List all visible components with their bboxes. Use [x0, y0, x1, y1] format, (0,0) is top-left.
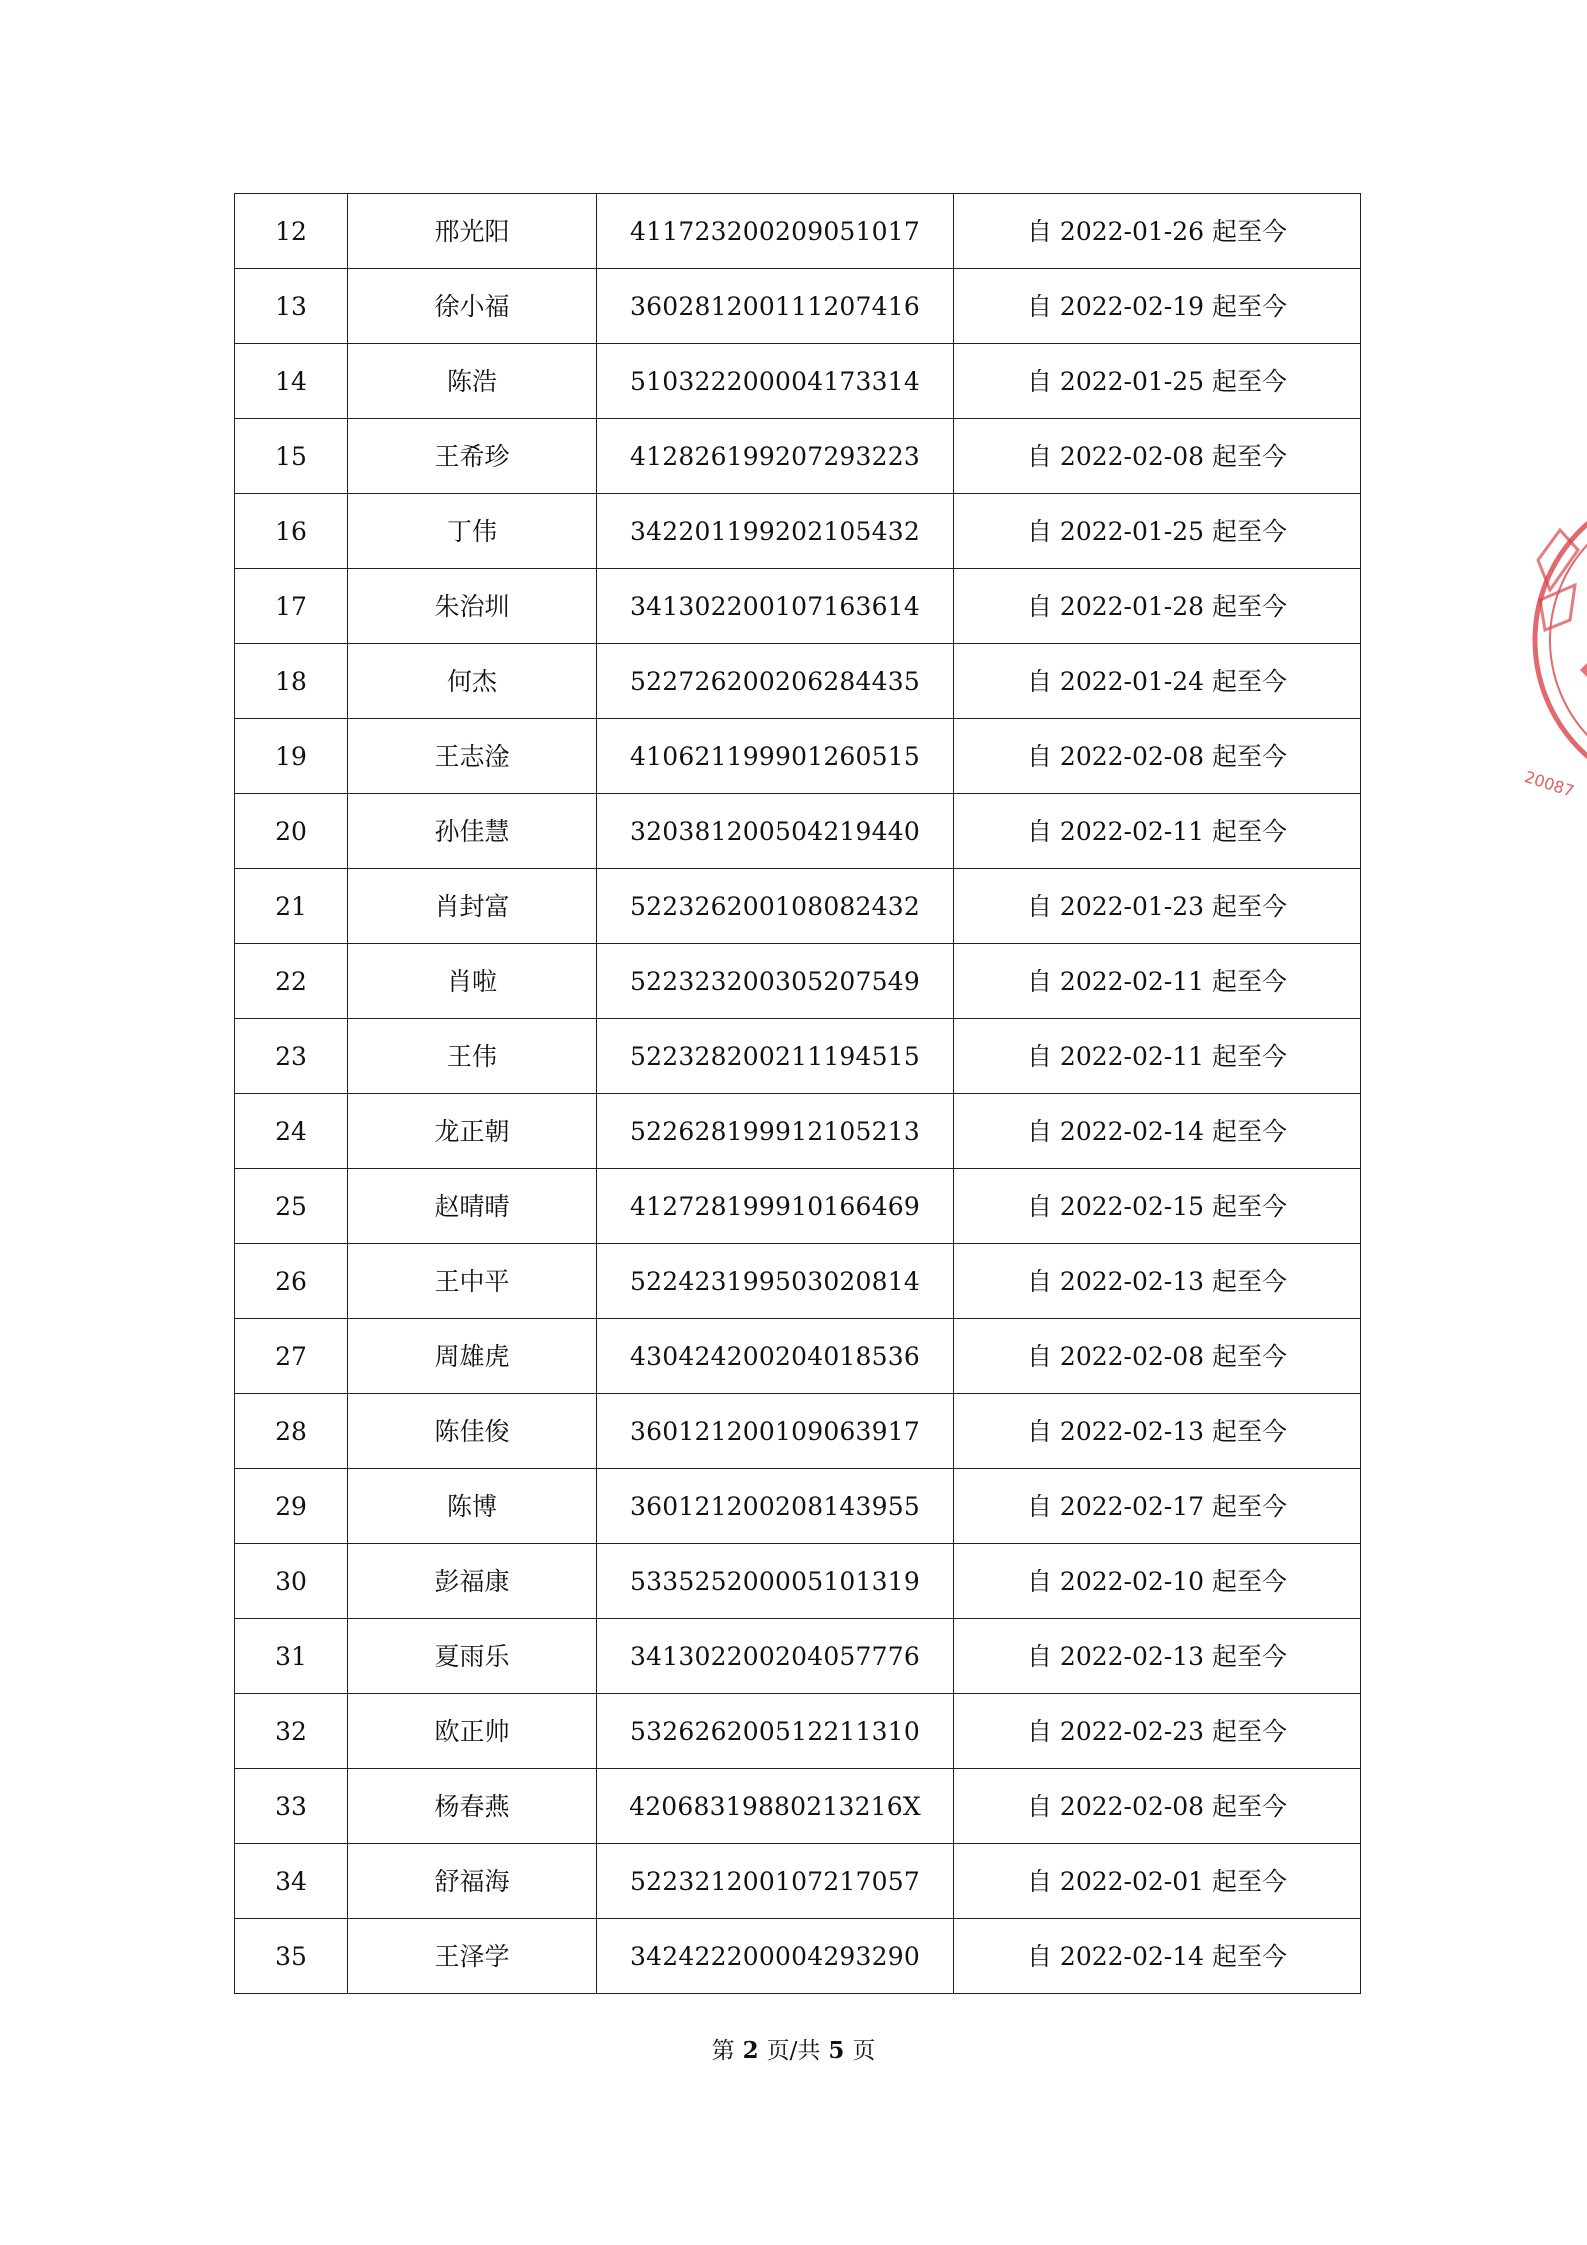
id-number-cell: 522628199912105213: [597, 1094, 954, 1169]
row-number-cell: 32: [235, 1694, 348, 1769]
row-number-cell: 29: [235, 1469, 348, 1544]
period-cell: 自 2022-01-25 起至今: [954, 494, 1361, 569]
personnel-table: [234, 193, 1361, 1994]
table-row: [235, 494, 1361, 569]
name-cell: 赵晴晴: [348, 1169, 597, 1244]
id-number-cell: 42068319880213216X: [597, 1769, 954, 1844]
table-row: [235, 1244, 1361, 1319]
id-number-cell: 342201199202105432: [597, 494, 954, 569]
table-row: [235, 719, 1361, 794]
table-row: [235, 1919, 1361, 1994]
period-cell: 自 2022-02-17 起至今: [954, 1469, 1361, 1544]
id-number-cell: 412826199207293223: [597, 419, 954, 494]
period-cell: 自 2022-02-19 起至今: [954, 269, 1361, 344]
table-row: [235, 1769, 1361, 1844]
table-row: [235, 869, 1361, 944]
name-cell: 徐小福: [348, 269, 597, 344]
table-row: [235, 1394, 1361, 1469]
row-number-cell: 25: [235, 1169, 348, 1244]
table-row: [235, 944, 1361, 1019]
name-cell: 夏雨乐: [348, 1619, 597, 1694]
id-number-cell: 341302200204057776: [597, 1619, 954, 1694]
row-number-cell: 16: [235, 494, 348, 569]
id-number-cell: 360121200208143955: [597, 1469, 954, 1544]
id-number-cell: 533525200005101319: [597, 1544, 954, 1619]
row-number-cell: 35: [235, 1919, 348, 1994]
official-seal-stamp: [1520, 490, 1587, 830]
seal-graphic: [1520, 490, 1587, 830]
name-cell: 朱治圳: [348, 569, 597, 644]
name-cell: 陈佳俊: [348, 1394, 597, 1469]
table-row: [235, 1844, 1361, 1919]
row-number-cell: 17: [235, 569, 348, 644]
id-number-cell: 342422200004293290: [597, 1919, 954, 1994]
id-number-cell: 360281200111207416: [597, 269, 954, 344]
period-cell: 自 2022-02-01 起至今: [954, 1844, 1361, 1919]
name-cell: 舒福海: [348, 1844, 597, 1919]
row-number-cell: 31: [235, 1619, 348, 1694]
id-number-cell: 522423199503020814: [597, 1244, 954, 1319]
id-number-cell: 410621199901260515: [597, 719, 954, 794]
name-cell: 肖啦: [348, 944, 597, 1019]
id-number-cell: 411723200209051017: [597, 194, 954, 269]
id-number-cell: 360121200109063917: [597, 1394, 954, 1469]
table-row: [235, 1544, 1361, 1619]
name-cell: 孙佳慧: [348, 794, 597, 869]
name-cell: 周雄虎: [348, 1319, 597, 1394]
period-cell: 自 2022-01-28 起至今: [954, 569, 1361, 644]
id-number-cell: 522326200108082432: [597, 869, 954, 944]
period-cell: 自 2022-01-26 起至今: [954, 194, 1361, 269]
footer-total-pages: 5: [828, 2037, 845, 2064]
row-number-cell: 21: [235, 869, 348, 944]
row-number-cell: 24: [235, 1094, 348, 1169]
name-cell: 王志淦: [348, 719, 597, 794]
table-row: [235, 1469, 1361, 1544]
row-number-cell: 19: [235, 719, 348, 794]
id-number-cell: 341302200107163614: [597, 569, 954, 644]
row-number-cell: 20: [235, 794, 348, 869]
row-number-cell: 28: [235, 1394, 348, 1469]
id-number-cell: 522321200107217057: [597, 1844, 954, 1919]
period-cell: 自 2022-02-08 起至今: [954, 419, 1361, 494]
table-row: [235, 1619, 1361, 1694]
id-number-cell: 412728199910166469: [597, 1169, 954, 1244]
name-cell: 彭福康: [348, 1544, 597, 1619]
period-cell: 自 2022-02-13 起至今: [954, 1394, 1361, 1469]
seal-number-text: 20087: [1522, 767, 1577, 801]
period-cell: 自 2022-02-08 起至今: [954, 1319, 1361, 1394]
name-cell: 陈博: [348, 1469, 597, 1544]
period-cell: 自 2022-02-08 起至今: [954, 1769, 1361, 1844]
footer-prefix: 第: [711, 2038, 735, 2064]
table-row: [235, 1694, 1361, 1769]
table-row: [235, 794, 1361, 869]
row-number-cell: 12: [235, 194, 348, 269]
name-cell: 王中平: [348, 1244, 597, 1319]
period-cell: 自 2022-01-24 起至今: [954, 644, 1361, 719]
table-row: [235, 1169, 1361, 1244]
period-cell: 自 2022-01-25 起至今: [954, 344, 1361, 419]
period-cell: 自 2022-02-13 起至今: [954, 1619, 1361, 1694]
row-number-cell: 34: [235, 1844, 348, 1919]
row-number-cell: 13: [235, 269, 348, 344]
period-cell: 自 2022-02-14 起至今: [954, 1094, 1361, 1169]
table-row: [235, 1019, 1361, 1094]
id-number-cell: 532626200512211310: [597, 1694, 954, 1769]
row-number-cell: 33: [235, 1769, 348, 1844]
id-number-cell: 510322200004173314: [597, 344, 954, 419]
name-cell: 丁伟: [348, 494, 597, 569]
id-number-cell: 522726200206284435: [597, 644, 954, 719]
id-number-cell: 522323200305207549: [597, 944, 954, 1019]
period-cell: 自 2022-02-15 起至今: [954, 1169, 1361, 1244]
row-number-cell: 30: [235, 1544, 348, 1619]
name-cell: 肖封富: [348, 869, 597, 944]
row-number-cell: 27: [235, 1319, 348, 1394]
period-cell: 自 2022-02-11 起至今: [954, 1019, 1361, 1094]
row-number-cell: 15: [235, 419, 348, 494]
table-row: [235, 644, 1361, 719]
id-number-cell: 320381200504219440: [597, 794, 954, 869]
name-cell: 王伟: [348, 1019, 597, 1094]
name-cell: 何杰: [348, 644, 597, 719]
personnel-table-body: [235, 194, 1361, 1994]
name-cell: 王泽学: [348, 1919, 597, 1994]
row-number-cell: 23: [235, 1019, 348, 1094]
table-row: [235, 419, 1361, 494]
period-cell: 自 2022-02-23 起至今: [954, 1694, 1361, 1769]
table-row: [235, 1319, 1361, 1394]
period-cell: 自 2022-02-13 起至今: [954, 1244, 1361, 1319]
table-row: [235, 344, 1361, 419]
table-row: [235, 1094, 1361, 1169]
period-cell: 自 2022-02-08 起至今: [954, 719, 1361, 794]
table-row: [235, 569, 1361, 644]
name-cell: 杨春燕: [348, 1769, 597, 1844]
name-cell: 王希珍: [348, 419, 597, 494]
name-cell: 陈浩: [348, 344, 597, 419]
table-row: [235, 194, 1361, 269]
id-number-cell: 522328200211194515: [597, 1019, 954, 1094]
row-number-cell: 14: [235, 344, 348, 419]
period-cell: 自 2022-02-10 起至今: [954, 1544, 1361, 1619]
row-number-cell: 26: [235, 1244, 348, 1319]
row-number-cell: 18: [235, 644, 348, 719]
period-cell: 自 2022-01-23 起至今: [954, 869, 1361, 944]
footer-current-page: 2: [742, 2037, 759, 2064]
footer-suffix: 页: [852, 2038, 876, 2064]
name-cell: 欧正帅: [348, 1694, 597, 1769]
name-cell: 龙正朝: [348, 1094, 597, 1169]
period-cell: 自 2022-02-14 起至今: [954, 1919, 1361, 1994]
row-number-cell: 22: [235, 944, 348, 1019]
period-cell: 自 2022-02-11 起至今: [954, 794, 1361, 869]
name-cell: 邢光阳: [348, 194, 597, 269]
period-cell: 自 2022-02-11 起至今: [954, 944, 1361, 1019]
footer-middle: 页/共: [766, 2038, 821, 2064]
id-number-cell: 430424200204018536: [597, 1319, 954, 1394]
table-row: [235, 269, 1361, 344]
page-footer: [0, 2032, 1587, 2065]
